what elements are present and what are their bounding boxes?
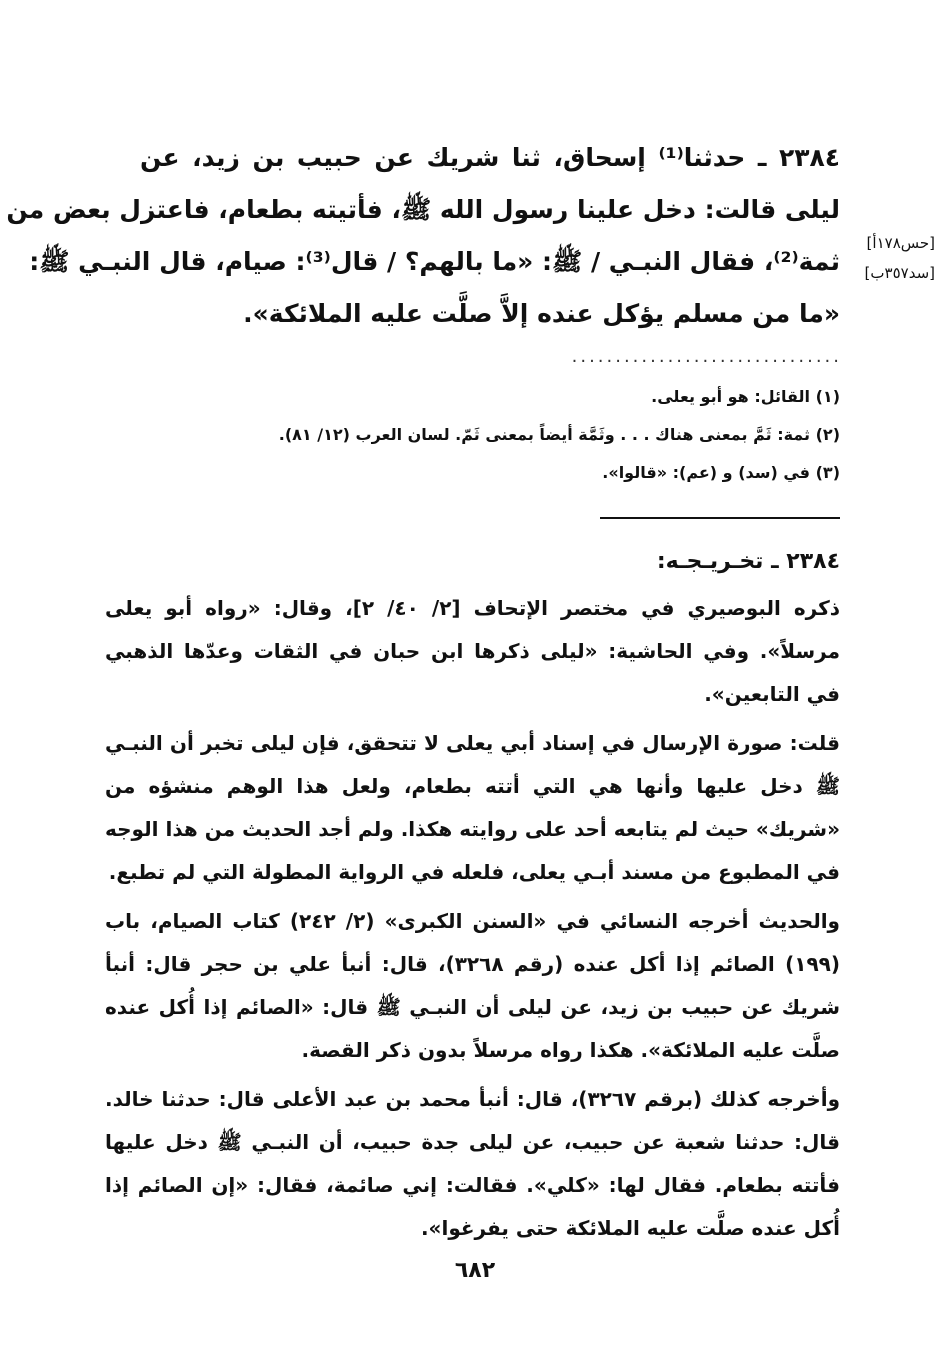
footnote-separator: ............................... xyxy=(571,346,842,367)
margin-note-manuscript-b: [سد٣٥٧ب] xyxy=(864,264,935,282)
takhrij-section xyxy=(105,540,840,1256)
page-number: ٦٨٢ xyxy=(454,1258,496,1283)
footnote: (١) القائل: هو أبو يعلى. xyxy=(651,387,840,406)
hadith-line: «ما من مسلم يؤكل عنده إلاَّ صلَّت عليه الملائكة». xyxy=(243,299,840,328)
takhrij-paragraph: ذكره البوصيري في مختصر الإتحاف [٢/ ٤٠/ ٢]، وقال: «رواه أبو يعلى مرسلاً». وفي الحاشية: «ليلى ذكرها ابن حبان في الثقات وعدّها الذهبي في التابعين». xyxy=(105,596,840,706)
footnotes xyxy=(200,378,840,492)
margin-note-manuscript-a: [حس١٧٨أ] xyxy=(866,234,935,252)
takhrij-paragraph: وأخرجه كذلك (برقم ٣٢٦٧)، قال: أنبأ محمد بن عبد الأعلى قال: حدثنا خالد. قال: حدثنا شعبة عن حبيب، عن ليلى جدة حبيب، أن النبـي ﷺ دخل عليها فأتته بطعام. فقال لها: «كلي». فقالت: إني صائمة، فقال: «إن الصائم إذا أُكل عنده صلَّت عليه الملائكة حتى يفرغوا». xyxy=(105,1087,841,1240)
hadith-line: ثمة⁽²⁾، فقال النبـي / ﷺ: «ما بالهم؟ / قال⁽³⁾: صيام، قال النبـي ﷺ: xyxy=(29,247,840,276)
hadith-text xyxy=(6,132,840,340)
hadith-line: ليلى قالت: دخل علينا رسول الله ﷺ، فأتيته بطعام، فاعتزل بعض من xyxy=(6,195,840,224)
takhrij-heading: ٢٣٨٤ ـ تخـريـجـه: xyxy=(656,549,840,574)
section-divider xyxy=(600,517,840,519)
takhrij-paragraph: قلت: صورة الإرسال في إسناد أبي يعلى لا تتحقق، فإن ليلى تخبر أن النبـي ﷺ دخل عليها وأنها هي التي أتته بطعام، ولعل هذا الوهم منشؤه من «شريك» حيث لم يتابعه أحد على روايته هكذا. ولم أجد الحديث من هذا الوجه في المطبوع من مسند أبـي يعلى، فلعله في الرواية المطولة التي لم تطبع. xyxy=(105,731,840,884)
hadith-line: ٢٣٨٤ ـ حدثنا⁽¹⁾ إسحاق، ثنا شريك عن حبيب بن زيد، عن xyxy=(140,143,840,172)
takhrij-paragraph: والحديث أخرجه النسائي في «السنن الكبرى» (٢/ ٢٤٢) كتاب الصيام، باب (١٩٩) الصائم إذا أكل عنده (رقم ٣٢٦٨)، قال: أنبأ علي بن حجر قال: أنبأ شريك عن حبيب بن زيد، عن ليلى أن النبـي ﷺ قال: «الصائم إذا أُكل عنده صلَّت عليه الملائكة». هكذا رواه مرسلاً بدون ذكر القصة. xyxy=(105,909,840,1062)
footnote: (٢) ثمة: ثَمَّ بمعنى هناك . . . وثَمَّة أيضاً بمعنى ثَمّ. لسان العرب (١٢/ ٨١). xyxy=(278,425,840,444)
footnote: (٣) في (سد) و (عم): «قالوا». xyxy=(602,463,840,482)
